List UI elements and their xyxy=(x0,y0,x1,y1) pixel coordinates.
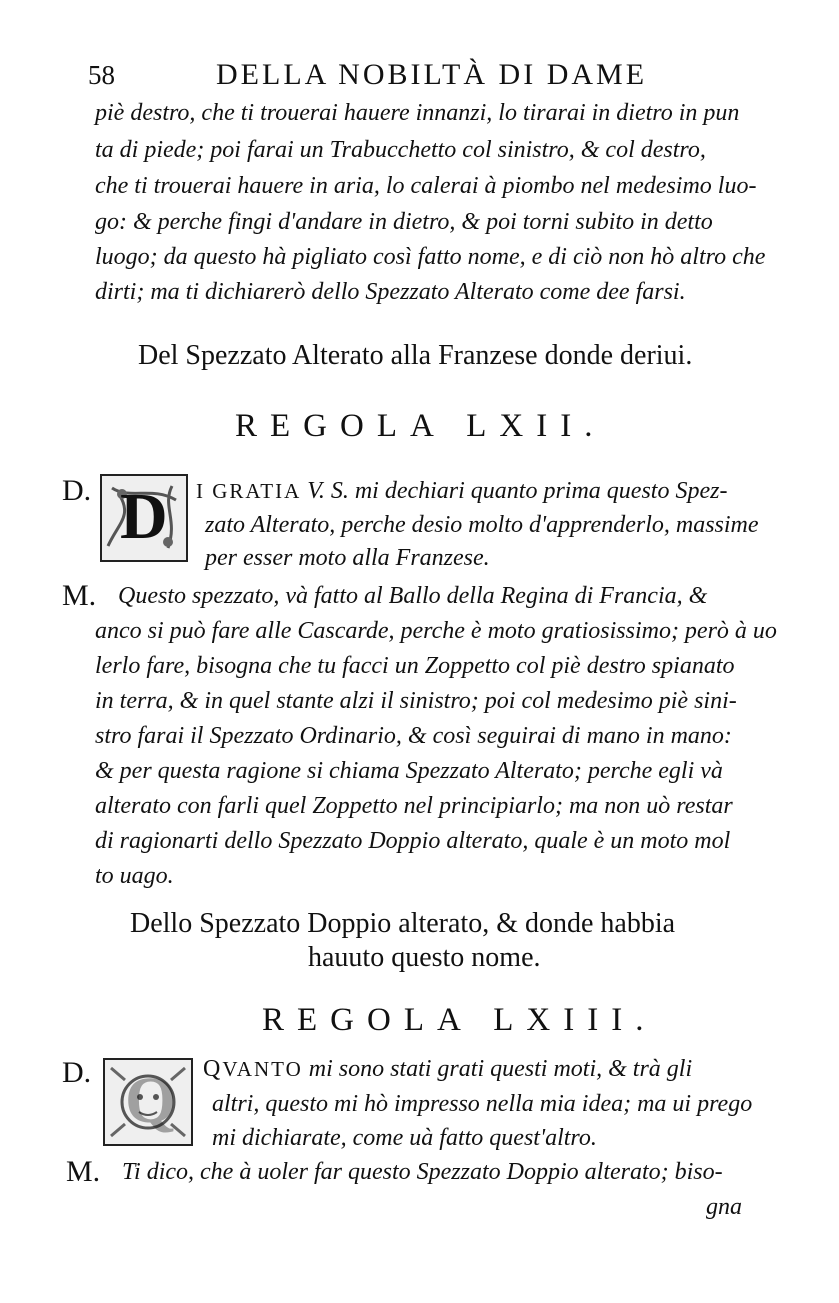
text-line: anco si può fare alle Cascarde, perche è moto gratiosissimo; però à uo xyxy=(95,618,777,644)
page-number: 58 xyxy=(88,60,115,90)
section-heading: Del Spezzato Alterato alla Franzese donde deriui. xyxy=(138,340,693,371)
text-line: per esser moto alla Franzese. xyxy=(205,545,490,571)
text-line: Questo spezzato, và fatto al Ballo della Regina di Francia, & xyxy=(118,583,708,609)
lead-words: VANTO xyxy=(222,1057,303,1081)
text-line: mi dichiarate, come uà fatto quest'altro. xyxy=(212,1125,597,1151)
text-line: in terra, & in quel stante alzi il sinistro; poi col medesimo piè sini- xyxy=(95,688,737,714)
rule-heading: REGOLA LXIII. xyxy=(262,1002,657,1038)
running-head xyxy=(88,58,688,94)
text-line: & per questa ragione si chiama Spezzato Alterato; perche egli và xyxy=(95,758,723,784)
catchword: gna xyxy=(706,1194,742,1220)
decorated-initial xyxy=(103,1058,193,1146)
rule-heading: REGOLA LXII. xyxy=(235,408,606,444)
speaker-d: D. xyxy=(62,1056,92,1089)
section-heading: Dello Spezzato Doppio alterato, & donde habbia xyxy=(130,908,676,939)
speaker-d: D. xyxy=(62,474,92,507)
initial-letter: Q xyxy=(125,1064,177,1137)
text-line: che ti trouerai hauere in aria, lo calerai à piombo nel medesimo luo- xyxy=(95,173,757,199)
lead-rest: mi sono stati grati questi moti, & trà gli xyxy=(308,1056,693,1082)
text-line: altri, questo mi hò impresso nella mia idea; ma ui prego xyxy=(212,1091,753,1117)
text-line: lerlo fare, bisogna che tu facci un Zoppetto col piè destro spianato xyxy=(95,653,735,679)
running-title: DELLA NOBILTÀ DI DAME xyxy=(216,58,648,91)
text-line: piè destro, che ti trouerai hauere innanzi, lo tirarai in dietro in pun xyxy=(95,100,740,126)
text-line xyxy=(196,476,727,506)
text-line: stro farai il Spezzato Ordinario, & così seguirai di mano in mano: xyxy=(95,723,732,749)
speaker-m: M. xyxy=(62,579,97,612)
text-line: luogo; da questo hà pigliato così fatto nome, e di ciò non hò altro che xyxy=(95,244,766,270)
text-line: dirti; ma ti dichiarerò dello Spezzato Alterato come dee farsi. xyxy=(95,279,686,305)
text-line: alterato con farli quel Zoppetto nel principiarlo; ma non uò restar xyxy=(95,793,733,819)
text-line: to uago. xyxy=(95,863,174,889)
text-line: zato Alterato, perche desio molto d'apprenderlo, massime xyxy=(205,512,759,538)
lead-rest: V. S. mi dechiari quanto prima questo Spez- xyxy=(307,478,728,504)
text-line: ta di piede; poi farai un Trabucchetto col sinistro, & col destro, xyxy=(95,137,706,163)
speaker-m: M. xyxy=(66,1155,101,1188)
text-line: Ti dico, che à uoler far questo Spezzato Doppio alterato; biso- xyxy=(122,1159,723,1185)
text-line: go: & perche fingi d'andare in dietro, & poi torni subito in detto xyxy=(95,209,713,235)
text-line xyxy=(203,1054,692,1084)
section-heading: hauuto questo nome. xyxy=(308,942,541,973)
lead-initial: Q xyxy=(203,1056,223,1082)
initial-letter: D xyxy=(120,480,168,553)
lead-words: I GRATIA xyxy=(196,479,302,503)
text-line: di ragionarti dello Spezzato Doppio alterato, quale è un moto mol xyxy=(95,828,731,854)
decorated-initial xyxy=(100,474,188,562)
